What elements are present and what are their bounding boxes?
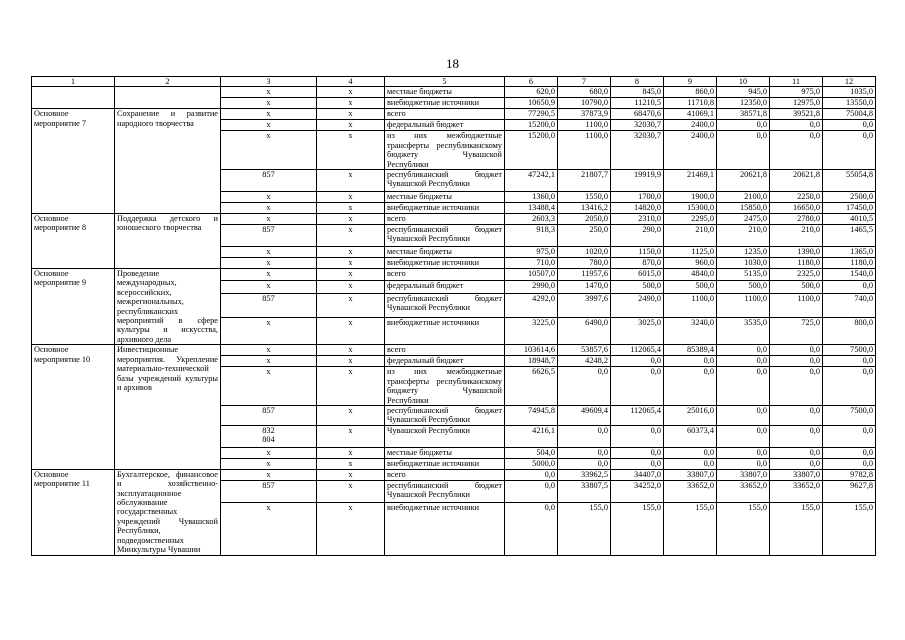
value-cell: 0,0 xyxy=(823,131,876,170)
funding-source: республиканский бюджет Чувашской Республики xyxy=(385,225,505,247)
funding-source: внебюджетные источники xyxy=(385,203,505,214)
code-cell: х xyxy=(221,109,317,120)
value-cell: 53857,6 xyxy=(558,345,611,356)
value-cell: 2400,0 xyxy=(664,120,717,131)
value-cell: 0,0 xyxy=(770,131,823,170)
code-cell: х xyxy=(317,192,385,203)
value-cell: 0,0 xyxy=(664,367,717,406)
value-cell: 725,0 xyxy=(770,318,823,345)
code-cell: х xyxy=(317,356,385,367)
value-cell: 0,0 xyxy=(664,458,717,469)
funding-source: всего xyxy=(385,345,505,356)
activity-title: Инвестиционные мероприятия. Укрепление материально-технической базы учреждений культуры и архивов xyxy=(115,345,221,469)
column-header: 3 xyxy=(221,77,317,87)
funding-source: республиканский бюджет Чувашской Республики xyxy=(385,293,505,318)
value-cell: 17450,0 xyxy=(823,203,876,214)
value-cell: 1360,0 xyxy=(505,192,558,203)
value-cell: 1465,5 xyxy=(823,225,876,247)
value-cell: 0,0 xyxy=(823,281,876,293)
value-cell: 0,0 xyxy=(717,458,770,469)
value-cell: 155,0 xyxy=(770,502,823,555)
column-header: 1 xyxy=(32,77,115,87)
value-cell: 0,0 xyxy=(717,447,770,458)
value-cell: 33807,0 xyxy=(717,469,770,480)
value-cell: 0,0 xyxy=(717,356,770,367)
value-cell: 2295,0 xyxy=(664,214,717,225)
value-cell: 210,0 xyxy=(664,225,717,247)
value-cell: 10790,0 xyxy=(558,98,611,109)
activity-title: Проведение международных, всероссийских, межрегиональных, республиканских мероприятий в сфере культуры и искусства, архивного дела xyxy=(115,269,221,345)
column-header: 9 xyxy=(664,77,717,87)
value-cell: 32030,7 xyxy=(611,131,664,170)
code-cell: х xyxy=(317,269,385,281)
value-cell: 33652,0 xyxy=(717,480,770,502)
value-cell: 112065,4 xyxy=(611,405,664,425)
value-cell: 0,0 xyxy=(664,447,717,458)
code-cell: х xyxy=(317,458,385,469)
value-cell: 20621,8 xyxy=(717,170,770,192)
value-cell: 1550,0 xyxy=(558,192,611,203)
value-cell: 500,0 xyxy=(611,281,664,293)
code-cell: х xyxy=(221,258,317,269)
code-cell: 832 804 xyxy=(221,425,317,447)
value-cell: 2475,0 xyxy=(717,214,770,225)
value-cell: 2310,0 xyxy=(611,214,664,225)
column-header: 7 xyxy=(558,77,611,87)
funding-source: внебюджетные источники xyxy=(385,502,505,555)
value-cell: 800,0 xyxy=(823,318,876,345)
value-cell: 0,0 xyxy=(717,367,770,406)
value-cell: 4010,5 xyxy=(823,214,876,225)
value-cell: 11210,5 xyxy=(611,98,664,109)
value-cell: 960,0 xyxy=(664,258,717,269)
column-header: 12 xyxy=(823,77,876,87)
value-cell: 2500,0 xyxy=(823,192,876,203)
value-cell: 4248,2 xyxy=(558,356,611,367)
value-cell: 210,0 xyxy=(717,225,770,247)
column-header: 6 xyxy=(505,77,558,87)
activity-name: Основное мероприятие 7 xyxy=(32,109,115,214)
funding-source: местные бюджеты xyxy=(385,247,505,258)
value-cell: 975,0 xyxy=(770,87,823,98)
value-cell: 32030,7 xyxy=(611,120,664,131)
value-cell: 155,0 xyxy=(558,502,611,555)
value-cell: 290,0 xyxy=(611,225,664,247)
code-cell: х xyxy=(317,318,385,345)
value-cell: 1100,0 xyxy=(770,293,823,318)
value-cell: 2780,0 xyxy=(770,214,823,225)
code-cell: х xyxy=(317,203,385,214)
value-cell: 155,0 xyxy=(611,502,664,555)
value-cell: 2990,0 xyxy=(505,281,558,293)
funding-source: из них межбюджетные трансферты республиканскому бюджету Чувашской Республики xyxy=(385,367,505,406)
value-cell: 21469,1 xyxy=(664,170,717,192)
value-cell: 112065,4 xyxy=(611,345,664,356)
value-cell: 6015,0 xyxy=(611,269,664,281)
value-cell: 1180,0 xyxy=(823,258,876,269)
value-cell: 0,0 xyxy=(770,447,823,458)
value-cell: 6490,0 xyxy=(558,318,611,345)
code-cell: х xyxy=(221,458,317,469)
value-cell: 10507,0 xyxy=(505,269,558,281)
value-cell: 13416,2 xyxy=(558,203,611,214)
value-cell: 918,3 xyxy=(505,225,558,247)
funding-source: всего xyxy=(385,109,505,120)
value-cell: 0,0 xyxy=(664,356,717,367)
table-row xyxy=(32,109,876,120)
code-cell: х xyxy=(317,469,385,480)
value-cell: 1365,0 xyxy=(823,247,876,258)
code-cell: х xyxy=(317,345,385,356)
code-cell: 857 xyxy=(221,293,317,318)
value-cell: 780,0 xyxy=(558,258,611,269)
value-cell: 504,0 xyxy=(505,447,558,458)
value-cell: 0,0 xyxy=(611,447,664,458)
value-cell: 2100,0 xyxy=(717,192,770,203)
value-cell: 10650,9 xyxy=(505,98,558,109)
code-cell: х xyxy=(221,356,317,367)
funding-source: всего xyxy=(385,214,505,225)
value-cell: 0,0 xyxy=(611,458,664,469)
code-cell: х xyxy=(221,87,317,98)
value-cell: 500,0 xyxy=(664,281,717,293)
activity-name: Основное мероприятие 8 xyxy=(32,214,115,269)
value-cell: 9627,8 xyxy=(823,480,876,502)
value-cell: 74945,8 xyxy=(505,405,558,425)
value-cell: 33652,0 xyxy=(770,480,823,502)
value-cell: 0,0 xyxy=(823,120,876,131)
value-cell: 2490,0 xyxy=(611,293,664,318)
value-cell: 250,0 xyxy=(558,225,611,247)
activity-title: Бухгалтерское, финансовое и хозяйственно-эксплуатационное обслуживание государственных учреждений Чувашской Республики, подведомственных Минкультуры Чувашии xyxy=(115,469,221,555)
code-cell: х xyxy=(317,131,385,170)
value-cell: 13550,0 xyxy=(823,98,876,109)
value-cell: 155,0 xyxy=(664,502,717,555)
value-cell: 1540,0 xyxy=(823,269,876,281)
code-cell: х xyxy=(317,502,385,555)
value-cell: 1100,0 xyxy=(664,293,717,318)
code-cell: х xyxy=(221,367,317,406)
value-cell: 3535,0 xyxy=(717,318,770,345)
value-cell: 945,0 xyxy=(717,87,770,98)
value-cell: 20621,8 xyxy=(770,170,823,192)
value-cell: 1035,0 xyxy=(823,87,876,98)
value-cell: 1180,0 xyxy=(770,258,823,269)
value-cell: 0,0 xyxy=(558,458,611,469)
value-cell: 0,0 xyxy=(770,458,823,469)
funding-source: республиканский бюджет Чувашской Республики xyxy=(385,170,505,192)
value-cell: 33962,5 xyxy=(558,469,611,480)
funding-source: местные бюджеты xyxy=(385,87,505,98)
funding-source: Чувашской Республики xyxy=(385,425,505,447)
code-cell: х xyxy=(317,120,385,131)
funding-source: внебюджетные источники xyxy=(385,258,505,269)
activity-name: Основное мероприятие 9 xyxy=(32,269,115,345)
value-cell: 1700,0 xyxy=(611,192,664,203)
funding-source: из них межбюджетные трансферты республиканскому бюджету Чувашской Республики xyxy=(385,131,505,170)
value-cell: 1900,0 xyxy=(664,192,717,203)
code-cell: х xyxy=(317,293,385,318)
value-cell: 75004,8 xyxy=(823,109,876,120)
value-cell: 0,0 xyxy=(558,425,611,447)
value-cell: 2603,3 xyxy=(505,214,558,225)
value-cell: 0,0 xyxy=(505,502,558,555)
value-cell: 0,0 xyxy=(770,405,823,425)
value-cell: 38571,8 xyxy=(717,109,770,120)
value-cell: 0,0 xyxy=(770,367,823,406)
value-cell: 14820,0 xyxy=(611,203,664,214)
value-cell: 15850,0 xyxy=(717,203,770,214)
value-cell: 0,0 xyxy=(558,367,611,406)
value-cell: 870,0 xyxy=(611,258,664,269)
code-cell: х xyxy=(317,170,385,192)
value-cell: 7500,0 xyxy=(823,345,876,356)
value-cell: 0,0 xyxy=(717,120,770,131)
value-cell: 15200,0 xyxy=(505,131,558,170)
value-cell: 13488,4 xyxy=(505,203,558,214)
code-cell: х xyxy=(317,405,385,425)
value-cell: 1390,0 xyxy=(770,247,823,258)
value-cell: 1100,0 xyxy=(558,120,611,131)
value-cell: 845,0 xyxy=(611,87,664,98)
code-cell: х xyxy=(221,214,317,225)
value-cell: 19919,9 xyxy=(611,170,664,192)
table-row xyxy=(32,469,876,480)
code-cell: х xyxy=(317,425,385,447)
code-cell: х xyxy=(221,345,317,356)
code-cell: х xyxy=(221,447,317,458)
activity-name xyxy=(32,87,115,109)
table-row xyxy=(32,87,876,98)
value-cell: 33652,0 xyxy=(664,480,717,502)
value-cell: 0,0 xyxy=(770,120,823,131)
value-cell: 3025,0 xyxy=(611,318,664,345)
code-cell: х xyxy=(221,469,317,480)
value-cell: 1470,0 xyxy=(558,281,611,293)
code-cell: 857 xyxy=(221,225,317,247)
value-cell: 6626,5 xyxy=(505,367,558,406)
column-header: 4 xyxy=(317,77,385,87)
value-cell: 37873,9 xyxy=(558,109,611,120)
code-cell: х xyxy=(221,281,317,293)
value-cell: 0,0 xyxy=(770,425,823,447)
value-cell: 77290,5 xyxy=(505,109,558,120)
code-cell: х xyxy=(221,120,317,131)
funding-source: местные бюджеты xyxy=(385,192,505,203)
column-header: 5 xyxy=(385,77,505,87)
code-cell: х xyxy=(317,214,385,225)
value-cell: 3997,6 xyxy=(558,293,611,318)
value-cell: 85389,4 xyxy=(664,345,717,356)
value-cell: 1100,0 xyxy=(717,293,770,318)
value-cell: 0,0 xyxy=(823,447,876,458)
value-cell: 500,0 xyxy=(717,281,770,293)
code-cell: х xyxy=(317,367,385,406)
funding-source: федеральный бюджет xyxy=(385,356,505,367)
budget-table xyxy=(31,76,876,556)
funding-source: внебюджетные источники xyxy=(385,318,505,345)
value-cell: 0,0 xyxy=(823,356,876,367)
value-cell: 0,0 xyxy=(611,425,664,447)
value-cell: 49609,4 xyxy=(558,405,611,425)
code-cell: х xyxy=(317,480,385,502)
value-cell: 0,0 xyxy=(717,131,770,170)
value-cell: 0,0 xyxy=(717,425,770,447)
funding-source: республиканский бюджет Чувашской Республики xyxy=(385,480,505,502)
value-cell: 60373,4 xyxy=(664,425,717,447)
value-cell: 34252,0 xyxy=(611,480,664,502)
value-cell: 7500,0 xyxy=(823,405,876,425)
code-cell: х xyxy=(317,98,385,109)
value-cell: 3225,0 xyxy=(505,318,558,345)
code-cell: х xyxy=(317,281,385,293)
activity-title xyxy=(115,87,221,109)
value-cell: 33807,0 xyxy=(770,469,823,480)
value-cell: 0,0 xyxy=(611,356,664,367)
code-cell: 857 xyxy=(221,480,317,502)
value-cell: 155,0 xyxy=(717,502,770,555)
code-cell: х xyxy=(317,258,385,269)
column-header: 11 xyxy=(770,77,823,87)
column-header: 10 xyxy=(717,77,770,87)
value-cell: 4292,0 xyxy=(505,293,558,318)
code-cell: 857 xyxy=(221,170,317,192)
funding-source: внебюджетные источники xyxy=(385,458,505,469)
code-cell: х xyxy=(317,87,385,98)
value-cell: 2400,0 xyxy=(664,131,717,170)
code-cell: х xyxy=(317,225,385,247)
code-cell: х xyxy=(221,318,317,345)
value-cell: 18948,7 xyxy=(505,356,558,367)
value-cell: 1020,0 xyxy=(558,247,611,258)
value-cell: 9782,8 xyxy=(823,469,876,480)
value-cell: 4840,0 xyxy=(664,269,717,281)
code-cell: х xyxy=(317,447,385,458)
value-cell: 680,0 xyxy=(558,87,611,98)
value-cell: 5000,0 xyxy=(505,458,558,469)
value-cell: 12350,0 xyxy=(717,98,770,109)
code-cell: х xyxy=(221,247,317,258)
code-cell: х xyxy=(221,98,317,109)
funding-source: республиканский бюджет Чувашской Республики xyxy=(385,405,505,425)
value-cell: 16650,0 xyxy=(770,203,823,214)
activity-name: Основное мероприятие 10 xyxy=(32,345,115,469)
value-cell: 500,0 xyxy=(770,281,823,293)
value-cell: 0,0 xyxy=(505,480,558,502)
value-cell: 710,0 xyxy=(505,258,558,269)
table-row xyxy=(32,214,876,225)
code-cell: х xyxy=(221,131,317,170)
activity-name: Основное мероприятие 11 xyxy=(32,469,115,555)
funding-source: внебюджетные источники xyxy=(385,98,505,109)
value-cell: 21807,7 xyxy=(558,170,611,192)
value-cell: 15200,0 xyxy=(505,120,558,131)
value-cell: 975,0 xyxy=(505,247,558,258)
value-cell: 11957,6 xyxy=(558,269,611,281)
value-cell: 0,0 xyxy=(770,345,823,356)
value-cell: 68470,6 xyxy=(611,109,664,120)
value-cell: 1235,0 xyxy=(717,247,770,258)
value-cell: 34407,0 xyxy=(611,469,664,480)
code-cell: 857 xyxy=(221,405,317,425)
value-cell: 0,0 xyxy=(770,356,823,367)
value-cell: 0,0 xyxy=(558,447,611,458)
column-header: 8 xyxy=(611,77,664,87)
value-cell: 0,0 xyxy=(717,405,770,425)
value-cell: 0,0 xyxy=(717,345,770,356)
value-cell: 4216,1 xyxy=(505,425,558,447)
value-cell: 39521,8 xyxy=(770,109,823,120)
value-cell: 1100,0 xyxy=(558,131,611,170)
value-cell: 33807,5 xyxy=(558,480,611,502)
code-cell: х xyxy=(317,247,385,258)
value-cell: 15300,0 xyxy=(664,203,717,214)
header-row xyxy=(32,77,876,87)
value-cell: 103614,6 xyxy=(505,345,558,356)
value-cell: 3240,0 xyxy=(664,318,717,345)
funding-source: всего xyxy=(385,469,505,480)
code-cell: х xyxy=(221,192,317,203)
table-row xyxy=(32,269,876,281)
value-cell: 0,0 xyxy=(823,458,876,469)
code-cell: х xyxy=(221,203,317,214)
value-cell: 11710,8 xyxy=(664,98,717,109)
activity-title: Поддержка детского и юношеского творчества xyxy=(115,214,221,269)
code-cell: х xyxy=(317,109,385,120)
value-cell: 2250,0 xyxy=(770,192,823,203)
page-number: 18 xyxy=(446,56,459,71)
value-cell: 1150,0 xyxy=(611,247,664,258)
funding-source: федеральный бюджет xyxy=(385,281,505,293)
value-cell: 2325,0 xyxy=(770,269,823,281)
code-cell: х xyxy=(221,502,317,555)
value-cell: 1030,0 xyxy=(717,258,770,269)
value-cell: 0,0 xyxy=(611,367,664,406)
value-cell: 2050,0 xyxy=(558,214,611,225)
value-cell: 0,0 xyxy=(823,367,876,406)
value-cell: 5135,0 xyxy=(717,269,770,281)
value-cell: 210,0 xyxy=(770,225,823,247)
value-cell: 0,0 xyxy=(505,469,558,480)
value-cell: 33807,0 xyxy=(664,469,717,480)
value-cell: 860,0 xyxy=(664,87,717,98)
funding-source: местные бюджеты xyxy=(385,447,505,458)
funding-source: всего xyxy=(385,269,505,281)
funding-source: федеральный бюджет xyxy=(385,120,505,131)
value-cell: 620,0 xyxy=(505,87,558,98)
value-cell: 25016,0 xyxy=(664,405,717,425)
activity-title: Сохранение и развитие народного творчества xyxy=(115,109,221,214)
value-cell: 0,0 xyxy=(823,425,876,447)
value-cell: 41069,1 xyxy=(664,109,717,120)
column-header: 2 xyxy=(115,77,221,87)
value-cell: 55054,8 xyxy=(823,170,876,192)
value-cell: 1125,0 xyxy=(664,247,717,258)
value-cell: 740,0 xyxy=(823,293,876,318)
code-cell: х xyxy=(221,269,317,281)
value-cell: 12975,0 xyxy=(770,98,823,109)
value-cell: 47242,1 xyxy=(505,170,558,192)
table-row xyxy=(32,345,876,356)
value-cell: 155,0 xyxy=(823,502,876,555)
